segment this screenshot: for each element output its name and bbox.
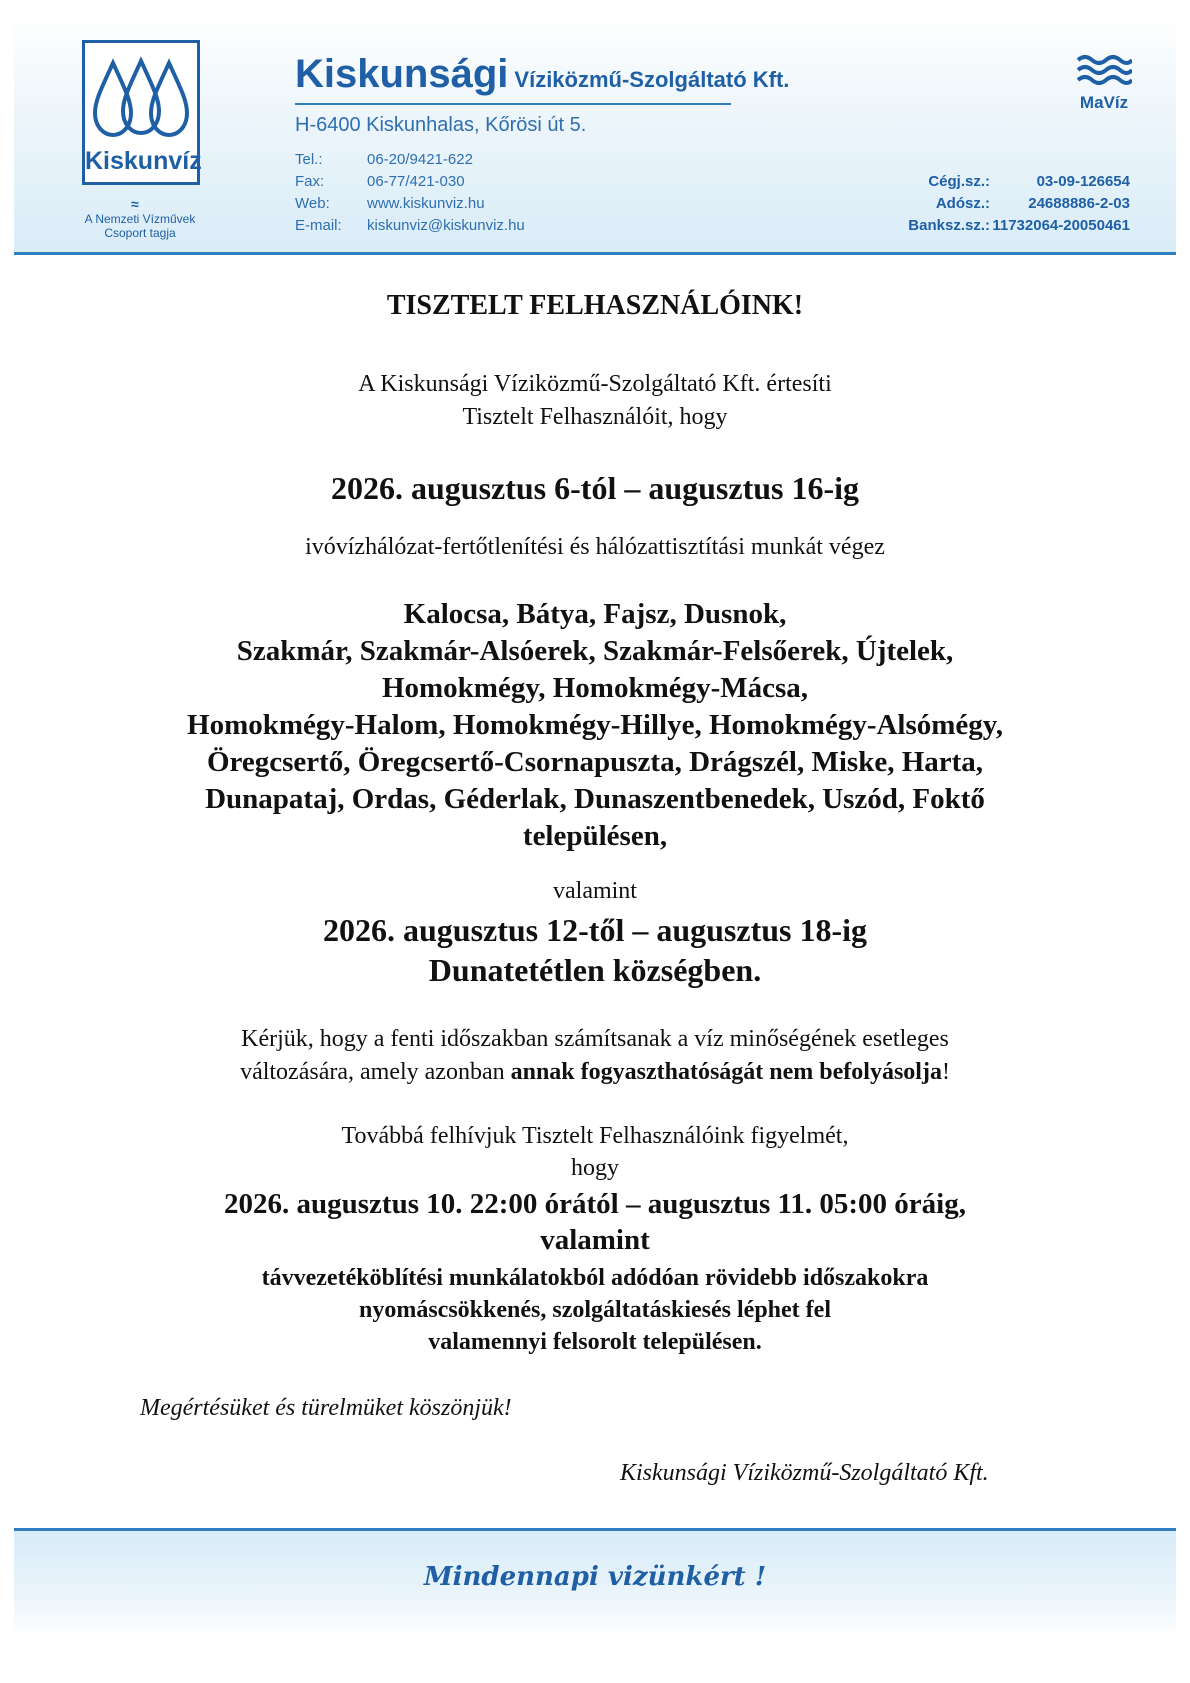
thanks-text: Megértésüket és türelmüket köszönjük! [140,1395,512,1421]
footer-rule [14,1528,1176,1531]
contact-fax: Fax: 06-77/421-030 [295,173,465,190]
group-membership-text: A Nemzeti Vízművek Csoport tagja [84,212,196,240]
logo-name: Kiskunvíz [85,147,202,175]
pressure-line-1: távvezetéköblítési munkálatokból adódóan rövidebb időszakokra [261,1265,929,1291]
town-list [0,596,1190,855]
pressure-line-2: nyomáscsökkenés, szolgáltatáskiesés léphet fel [359,1297,831,1323]
request-line-1: Kérjük, hogy a fenti időszakban számítsanak a víz minőségének esetleges [241,1026,949,1052]
title-rule [295,103,731,105]
waves-icon [1076,52,1132,86]
footer-slogan: Mindennapi vizünkért ! [423,1562,767,1592]
id-row: Banksz.sz.: 11732064-20050461 [908,217,1130,234]
company-registration-ids [895,171,1130,237]
date-range-3: 2026. augusztus 10. 22:00 órától – augusztus 11. 05:00 óráig, [224,1188,966,1220]
contact-phone: Tel.: 06-20/9421-622 [295,151,473,168]
greeting-heading: TISZTELT FELHASZNÁLÓINK! [386,290,804,321]
kiskunviz-logo [82,40,200,185]
letterhead-rule [14,252,1176,255]
town-line: településen, [522,820,668,852]
town-line: Dunapataj, Ordas, Géderlak, Dunaszentbenedek, Uszód, Foktő [205,783,985,815]
further-line-1: Továbbá felhívjuk Tisztelt Felhasználóink figyelmét, [341,1123,849,1149]
water-drops-icon [91,51,191,143]
town-line: Homokmégy, Homokmégy-Mácsa, [381,672,809,704]
intro-line-1: A Kiskunsági Víziközmű-Szolgáltató Kft. értesíti [358,371,832,397]
date-range-2: 2026. augusztus 12-től – augusztus 18-ig [322,912,868,948]
town-line: Kalocsa, Bátya, Fajsz, Dusnok, [403,598,787,630]
signature: Kiskunsági Víziközmű-Szolgáltató Kft. [620,1460,989,1486]
company-address: H-6400 Kiskunhalas, Kőrösi út 5. [295,114,587,136]
town-line: Öregcsertő, Öregcsertő-Csornapuszta, Drágszél, Miske, Harta, [206,746,984,778]
intro-line-2: Tisztelt Felhasználóit, hogy [462,404,728,430]
contact-list [295,149,525,237]
town-line: Szakmár, Szakmár-Alsóerek, Szakmár-Felsőerek, Újtelek, [236,635,954,667]
maviz-logo [1076,52,1132,113]
company-suffix: Víziközmű-Szolgáltató Kft. [514,67,790,92]
request-line-2: változására, amely azonban annak fogyaszthatóságát nem befolyásolja! [240,1059,950,1085]
maviz-name: MaVíz [1079,93,1129,112]
contact-email: E-mail: kiskunviz@kiskunviz.hu [295,217,525,234]
also-text-1: valamint [553,878,637,904]
contact-web: Web: www.kiskunviz.hu [295,195,485,212]
nemzeti-vizmuvek-icon: ≈ [131,196,139,212]
date-range-1: 2026. augusztus 6-tól – augusztus 16-ig [330,470,860,506]
pressure-line-3: valamennyi felsorolt településen. [428,1329,762,1355]
company-name: Kiskunsági [295,52,509,96]
further-line-2: hogy [571,1155,619,1181]
id-row: Adósz.: 24688886-2-03 [935,195,1130,212]
village-name: Dunatetétlen községben. [428,952,762,988]
id-row: Cégj.sz.: 03-09-126654 [928,173,1130,190]
also-text-2: valamint [540,1224,650,1256]
work-description: ivóvízhálózat-fertőtlenítési és hálózattisztítási munkát végez [305,534,885,560]
company-title [295,52,789,97]
town-line: Homokmégy-Halom, Homokmégy-Hillye, Homokmégy-Alsómégy, [187,709,1003,741]
